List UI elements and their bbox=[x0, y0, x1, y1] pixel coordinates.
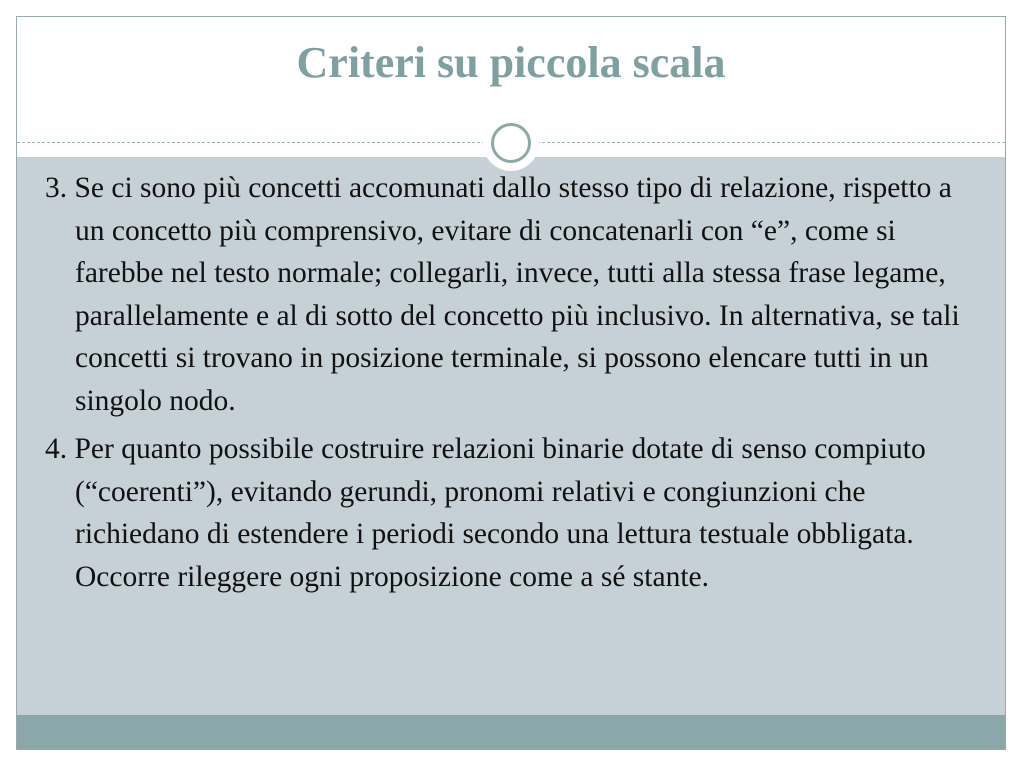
paragraph-3: 3. Se ci sono più concetti accomunati dallo stesso tipo di relazione, rispetto a un concetto più comprensivo, evitare di concatenarli con “e”, come si farebbe nel testo normale; collegarli, invece, tutti alla stessa frase legame, parallelamente e al di sotto del concetto più inclusivo. In alternativa, se tali concetti si trovano in posizione terminale, si possono elencare tutti in un singolo nodo. bbox=[45, 172, 960, 417]
ring-icon bbox=[491, 123, 531, 163]
paragraph-4: 4. Per quanto possibile costruire relazioni binarie dotate di senso compiuto (“coerenti”), evitando gerundi, pronomi relativi e congiunzioni che richiedano di estendere i periodi secondo una lettura testuale obbligata. Occorre rileggere ogni proposizione come a sé stante. bbox=[45, 433, 926, 593]
slide bbox=[16, 16, 1006, 750]
slide-body bbox=[45, 167, 977, 604]
footer-bar bbox=[17, 715, 1005, 749]
slide-title: Criteri su piccola scala bbox=[296, 38, 726, 87]
circle-ornament-icon bbox=[483, 115, 539, 171]
